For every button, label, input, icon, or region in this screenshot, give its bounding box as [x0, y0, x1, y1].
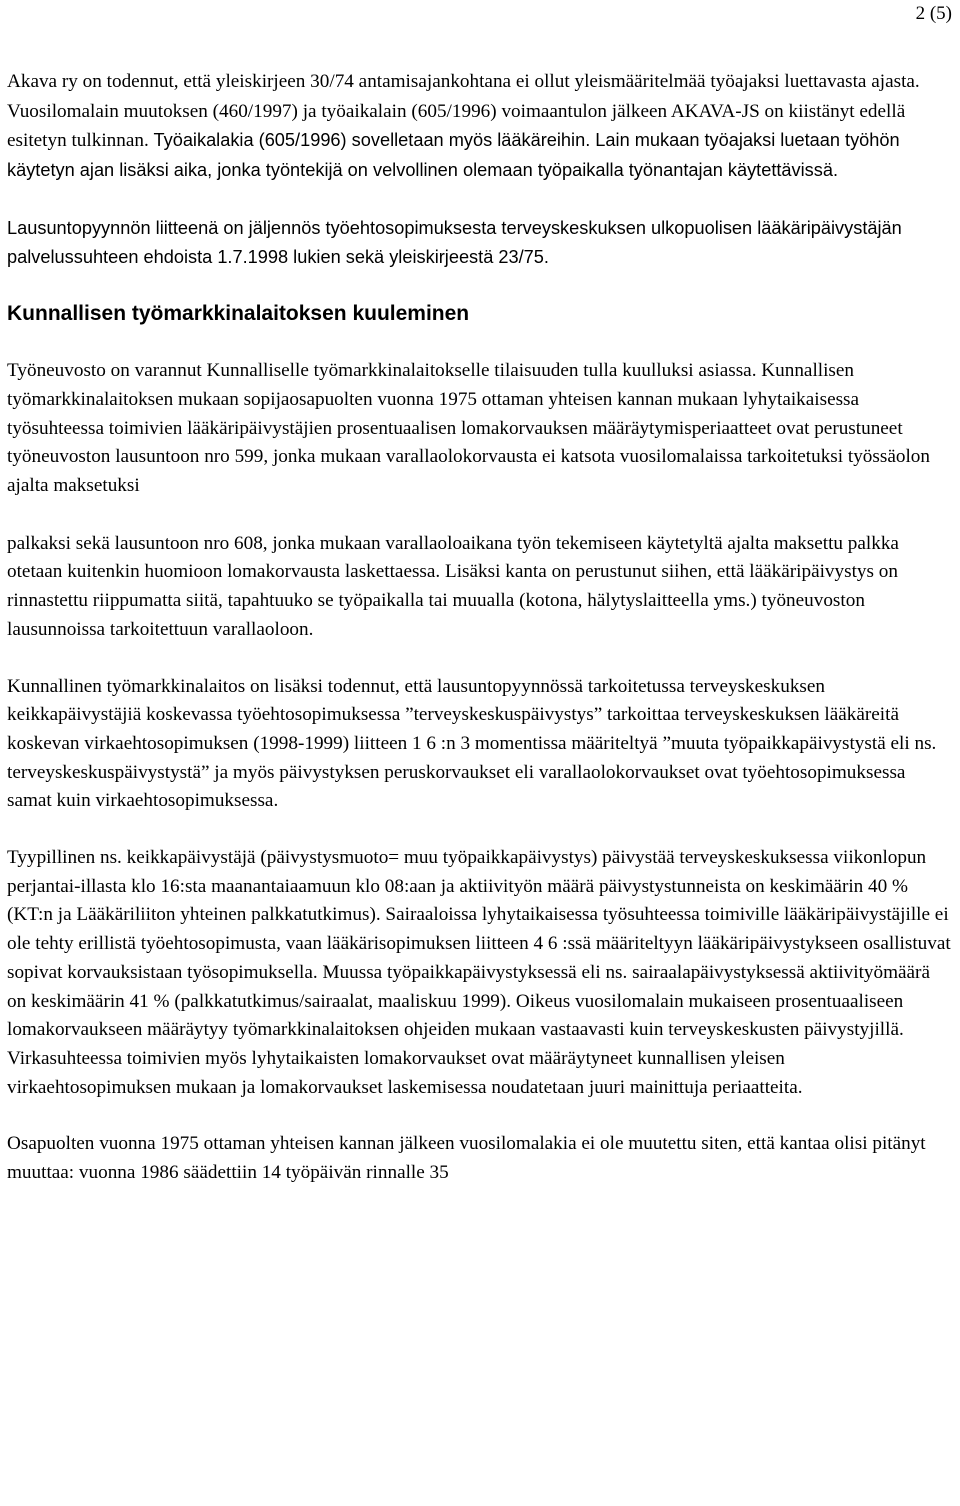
paragraph-parties-1975: Osapuolten vuonna 1975 ottaman yhteisen kannan jälkeen vuosilomalakia ei ole muutettu siten, että kantaa olisi pitänyt muuttaa: vuonna 1986 säädettiin 14 työpäivän rinnalle 35 [7, 1133, 926, 1184]
paragraph-attachment: Lausuntopyynnön liitteenä on jäljennös työehtosopimuksesta terveyskeskuksen ulkopuolisen lääkäripäivystäjän palvelussuhteen ehdoista 1.7.1998 lukien sekä yleiskirjeestä 23/75. [7, 217, 902, 267]
paragraph-typical-duty: Tyypillinen ns. keikkapäivystäjä (päivystysmuoto= muu työpaikkapäivystys) päivystää terveyskeskuksessa viikonlopun perjantai-illasta klo 16:sta maanantaiaamuun klo 08:aan ja aktiivityön määrä päivystystunneista on keskimäärin 40 % (KT:n ja Lääkäriliiton yhteinen palkkatutkimus). Sairaaloissa lyhytaikaisessa työsuhteessa toimiville lääkäripäivystäjille ei ole tehty erillistä työehtosopimusta, vaan lääkärisopimuksen liitteen 4 6 :ssä määriteltyyn lääkäripäivystykseen osallistuvat sopivat korvauksistaan työsopimuksella. Muussa työpaikkapäivystyksessä eli ns. sairaalapäivystyksessä aktiivityömäärä on keskimäärin 41 % (palkkatutkimus/sairaalat, maaliskuu 1999). Oikeus vuosilomalain mukaiseen prosentuaaliseen lomakorvaukseen määräytyy työmarkkinalaitoksen ohjeiden mukaan vastaavasti kuin terveyskeskusten päivystyjillä. Virkasuhteessa toimivien myös lyhytaikaisten lomakorvaukset ovat määräytyneet kunnallisen yleisen virkaehtosopimuksen mukaan ja lomakorvaukset laskemisessa noudatetaan juuri mainittuja periaatteita. [7, 847, 951, 1098]
paragraph-kt-salary: palkaksi sekä lausuntoon nro 608, jonka mukaan varallaoloaikana työn tekemiseen käytetyltä ajalta maksettu palkka otetaan kuitenkin huomioon lomakorvausta laskettaessa. Lisäksi kanta on perustunut siihen, että lääkäripäivystys on rinnastettu riippumatta siitä, tapahtuuko se työpaikalla tai muualla (kotona, hälytyslaitteella yms.) työneuvoston lausunnoissa tarkoitettuun varallaoloon. [7, 532, 899, 640]
paragraph-akava-serif: Akava ry on todennut, että yleiskirjeen 30/74 antamisajankohtana ei ollut yleismääritelmää työajaksi luettavasta ajasta. Vuosilomalain muutoksen (460/1997) ja työaikalain (605/1996) voimaantulon jälkeen AKAVA-JS on kiistänyt edellä esitetyn tulkinnan. [7, 71, 920, 152]
section-heading: Kunnallisen työmarkkinalaitoksen kuuleminen [7, 302, 470, 326]
document-body [7, 67, 953, 1188]
paragraph-kt-hearing: Työneuvosto on varannut Kunnalliselle työmarkkinalaitokselle tilaisuuden tulla kuulluksi asiassa. Kunnallisen työmarkkinalaitoksen mukaan sopijaosapuolten vuonna 1975 ottaman yhteisen kannan mukaan lyhytaikaisessa työsuhteessa toimivien lääkäripäivystäjien prosentuaalisen lomakorvauksen määräytymisperiaatteet ovat perustuneet työneuvoston lausuntoon nro 599, jonka mukaan varallaolokorvausta ei katsota vuosilomalaissa tarkoitetuksi työssäolon ajalta maksetuksi [7, 360, 930, 497]
paragraph-akava-sans: Työaikalakia (605/1996) sovelletaan myös lääkäreihin. Lain mukaan työajaksi luetaan työhön käytetyn ajan lisäksi aika, jonka työntekijä on velvollinen olemaan työpaikalla työnantajan käytettävissä. [7, 130, 900, 181]
paragraph-akava [7, 67, 953, 185]
paragraph-kt-agreement: Kunnallinen työmarkkinalaitos on lisäksi todennut, että lausuntopyynnössä tarkoitetussa terveyskeskuksen keikkapäivystäjiä koskevassa työehtosopimuksessa ”terveyskeskuspäivystys” tarkoittaa terveyskeskuksen lääkäreitä koskevan virkaehtosopimuksen (1998-1999) liitteen 1 6 :n 3 momentissa määriteltyä ”muuta työpaikkapäivystystä eli ns. terveyskeskuspäivystystä” ja myös päivystyksen peruskorvaukset eli varallaolokorvaukset ovat työehtosopimuksessa samat kuin virkaehtosopimuksessa. [7, 675, 937, 812]
page-number: 2 (5) [915, 3, 952, 24]
